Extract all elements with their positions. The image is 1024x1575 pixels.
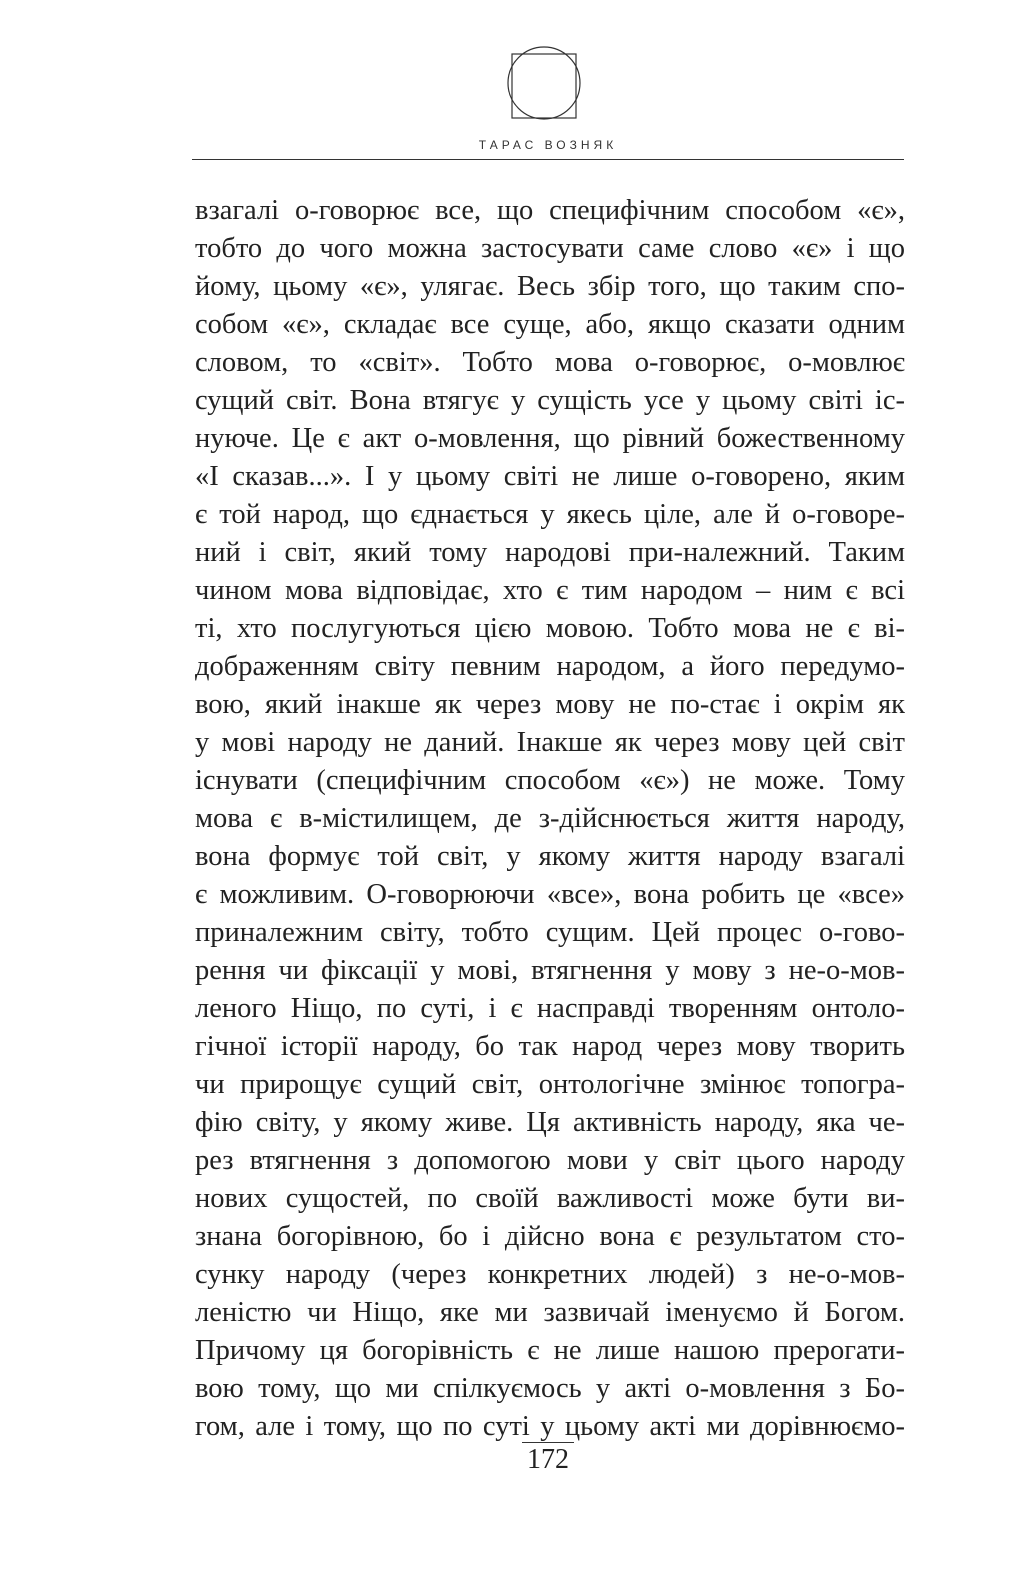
- circle-square-emblem-icon: [505, 42, 583, 130]
- text-line: рез втягнення з допомогою мови у світ цього народу: [195, 1145, 905, 1176]
- text-line: вою тому, що ми спілкуємось у акті о-мовлення з Бо-: [195, 1373, 905, 1404]
- text-line: сущий світ. Вона втягує у сущість усе у цьому світі іс-: [195, 385, 905, 416]
- text-line: у мові народу не даний. Інакше як через мову цей світ: [195, 727, 905, 758]
- text-line: є можливим. О-говорюючи «все», вона робить це «все»: [195, 879, 905, 910]
- text-line: ті, хто послугуються цією мовою. Тобто мова не є ві-: [195, 613, 905, 644]
- text-line: нових сущостей, по своїй важливості може бути ви-: [195, 1183, 905, 1214]
- text-line: знана богорівною, бо і дійсно вона є результатом сто-: [195, 1221, 905, 1252]
- text-line: вою, який інакше як через мову не по-стає і окрім як: [195, 689, 905, 720]
- text-line: тобто до чого можна застосувати саме слово «є» і що: [195, 233, 905, 264]
- text-line: приналежним світу, тобто сущим. Цей процес о-гово-: [195, 917, 905, 948]
- text-line: фію світу, у якому живе. Ця активність народу, яка че-: [195, 1107, 905, 1138]
- text-line: чином мова відповідає, хто є тим народом – ним є всі: [195, 575, 905, 606]
- text-line: Причому ця богорівність є не лише нашою прерогати-: [195, 1335, 905, 1366]
- text-line: чи прирощує сущий світ, онтологічне змінює топогра-: [195, 1069, 905, 1100]
- text-line: є той народ, що єднається у якесь ціле, але й о-говоре-: [195, 499, 905, 530]
- page-number: 172: [527, 1444, 569, 1475]
- text-line: леного Ніщо, по суті, і є насправді творенням онтоло-: [195, 993, 905, 1024]
- text-line: сунку народу (через конкретних людей) з не-о-мов-: [195, 1259, 905, 1290]
- text-line: собом «є», складає все суще, або, якщо сказати одним: [195, 309, 905, 340]
- text-line: гічної історії народу, бо так народ через мову творить: [195, 1031, 905, 1062]
- text-line: леністю чи Ніщо, яке ми зазвичай іменуємо й Богом.: [195, 1297, 905, 1328]
- running-head-author: ТАРАС ВОЗНЯК: [478, 138, 618, 152]
- header-divider: [192, 159, 904, 160]
- text-line: йому, цьому «є», улягає. Весь збір того, що таким спо-: [195, 271, 905, 302]
- text-line: «І сказав...». І у цьому світі не лише о-говорено, яким: [195, 461, 905, 492]
- text-line: ний і світ, який тому народові при-належний. Таким: [195, 537, 905, 568]
- text-line: дображенням світу певним народом, а його передумо-: [195, 651, 905, 682]
- text-line: вона формує той світ, у якому життя народу взагалі: [195, 841, 905, 872]
- body-text: [195, 192, 905, 1446]
- text-line: словом, то «світ». Тобто мова о-говорює, о-мовлює: [195, 347, 905, 378]
- text-line: мова є в-містилищем, де з-дійснюється життя народу,: [195, 803, 905, 834]
- text-line: взагалі о-говорює все, що специфічним способом «є»,: [195, 195, 905, 226]
- text-line: існувати (специфічним способом «є») не може. Тому: [195, 765, 905, 796]
- text-line: нуюче. Це є акт о-мовлення, що рівний божественному: [195, 423, 905, 454]
- text-line: гом, але і тому, що по суті у цьому акті ми дорівнюємо-: [195, 1411, 905, 1442]
- text-line: рення чи фіксації у мові, втягнення у мову з не-о-мов-: [195, 955, 905, 986]
